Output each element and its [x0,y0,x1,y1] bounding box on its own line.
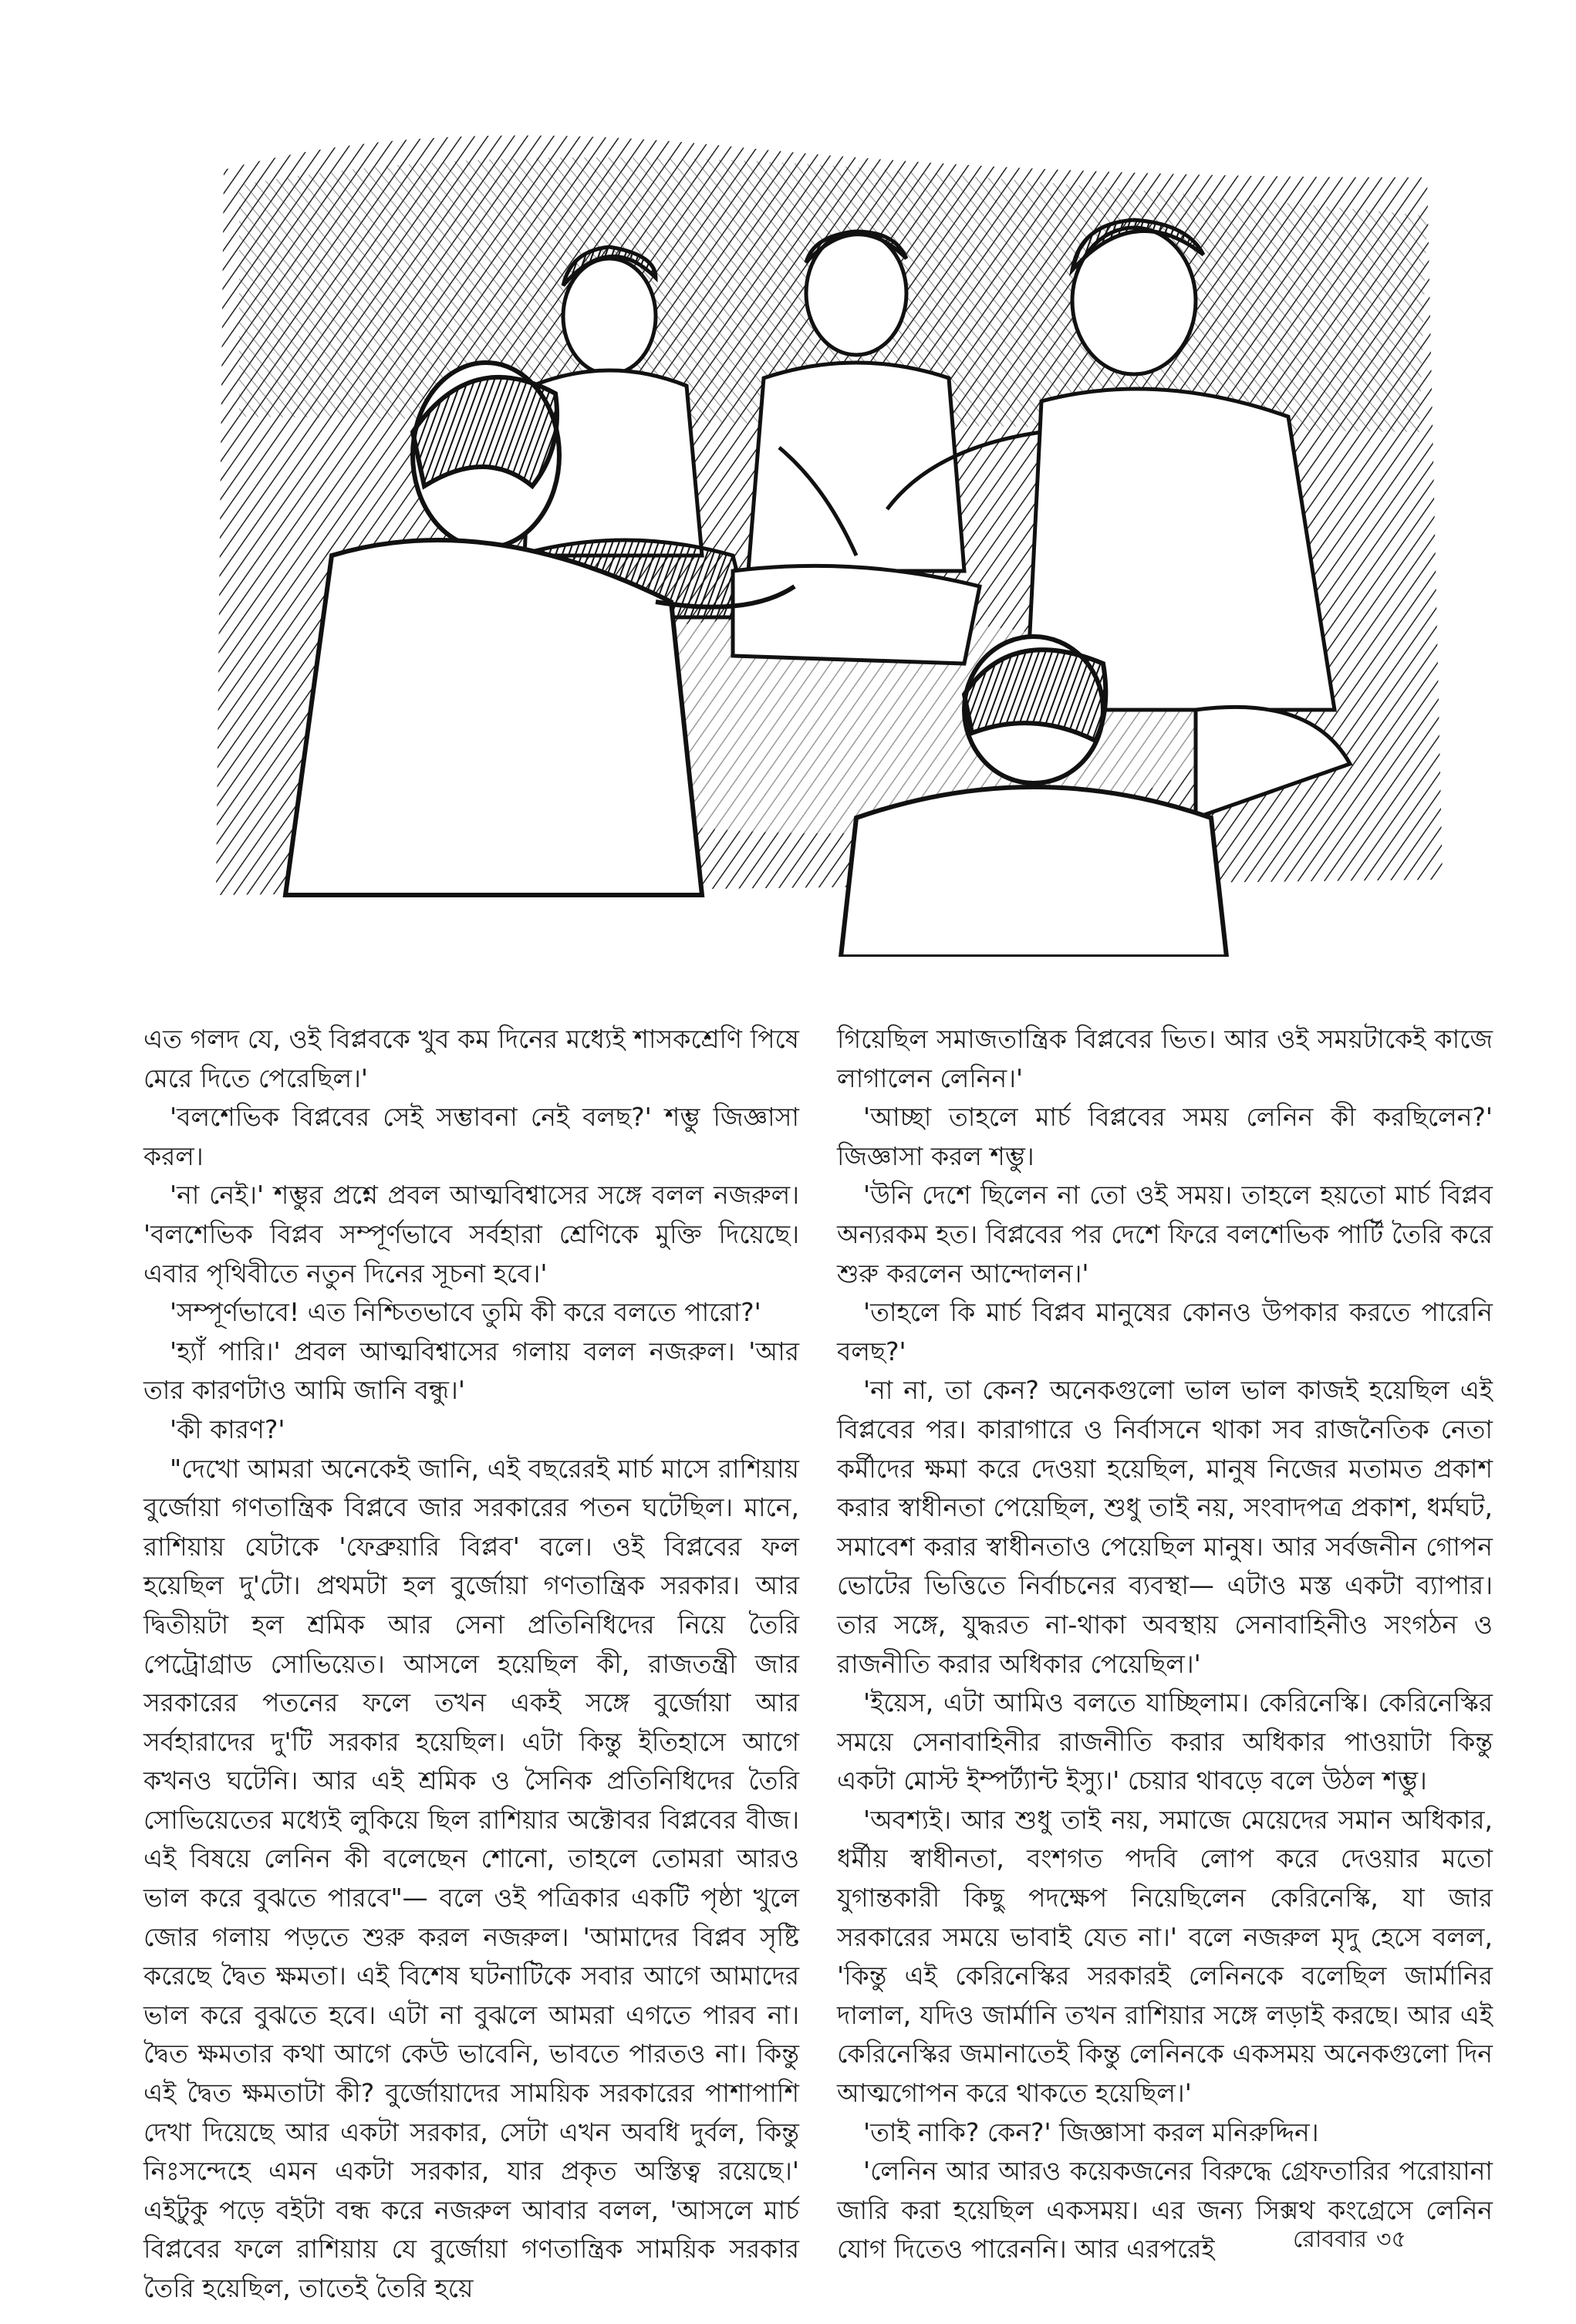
magazine-name: রোববার [1293,2226,1368,2253]
paragraph: 'উনি দেশে ছিলেন না তো ওই সময়। তাহলে হয়তো মার্চ বিপ্লব অন্যরকম হত। বিপ্লবের পর দেশে ফিরে বলশেভিক পার্টি তৈরি করে শুরু করলেন আন্দোলন।' [837,1180,1493,1289]
paragraph: "দেখো আমরা অনেকেই জানি, এই বছরেরই মার্চ মাসে রাশিয়ায় বুর্জোয়া গণতান্ত্রিক বিপ্লবে জার সরকারের পতন ঘটেছিল। মানে, রাশিয়ায় যেটাকে 'ফেব্রুয়ারি বিপ্লব' বলে। ওই বিপ্লবের ফল হয়েছিল দু'টো। প্রথমটা হল বুর্জোয়া গণতান্ত্রিক সরকার। আর দ্বিতীয়টা হল শ্রমিক আর সেনা প্রতিনিধিদের নিয়ে তৈরি পেট্রোগ্রাড সোভিয়েত। আসলে হয়েছিল কী, রাজতন্ত্রী জার সরকারের পতনের ফলে তখন একই সঙ্গে বুর্জোয়া আর সর্বহারাদের দু'টি সরকার হয়েছিল। এটা কিন্তু ইতিহাসে আগে কখনও ঘটেনি। আর এই শ্রমিক ও সৈনিক প্রতিনিধিদের তৈরি সোভিয়েতের মধ্যেই লুকিয়ে ছিল রাশিয়ার অক্টোবর বিপ্লবের বীজ। এই বিষয়ে লেনিন কী বলেছেন শোনো, তাহলে তোমরা আরও ভাল করে বুঝতে পারবে"— বলে ওই পত্রিকার একটি পৃষ্ঠা খুলে জোর গলায় পড়তে শুরু করল নজরুল। 'আমাদের বিপ্লব সৃষ্টি করেছে দ্বৈত ক্ষমতা। এই বিশেষ ঘটনাটিকে সবার আগে আমাদের ভাল করে বুঝতে হবে। এটা না বুঝলে আমরা এগতে পারব না। দ্বৈত ক্ষমতার কথা আগে কেউ ভাবেনি, ভাবতে পারতও না। কিন্তু এই দ্বৈত ক্ষমতাটা কী? বুর্জোয়াদের সাময়িক সরকারের পাশাপাশি দেখা দিয়েছে আর একটা সরকার, সেটা এখন অবধি দুর্বল, কিন্তু নিঃসন্দেহে এমন একটা সরকার, যার প্রকৃত অস্তিত্ব রয়েছে।' এইটুকু পড়ে বইটা বন্ধ করে নজরুল আবার বলল, 'আসলে মার্চ বিপ্লবের ফলে রাশিয়ায় যে বুর্জোয়া গণতান্ত্রিক সাময়িক সরকার তৈরি হয়েছিল, তাতেই তৈরি হয়ে [143,1453,799,2303]
page-number: ৩৫ [1376,2226,1406,2253]
paragraph: এত গলদ যে, ওই বিপ্লবকে খুব কম দিনের মধ্যেই শাসকশ্রেণি পিষে মেরে দিতে পেরেছিল।' [143,1024,799,1093]
paragraph: 'তাহলে কি মার্চ বিপ্লব মানুষের কোনও উপকার করতে পারেনি বলছ?' [837,1297,1493,1366]
right-column [837,1020,1493,2269]
page-footer [1284,2221,1406,2260]
sketch-icon [193,123,1489,957]
paragraph: 'তাই নাকি? কেন?' জিজ্ঞাসা করল মনিরুদ্দিন। [863,2116,1319,2147]
paragraph: 'কী কারণ?' [170,1414,285,1444]
paragraph: 'সম্পূর্ণভাবে! এত নিশ্চিতভাবে তুমি কী করে বলতে পারো?' [170,1297,761,1328]
paragraph: 'ইয়েস, এটা আমিও বলতে যাচ্ছিলাম। কেরিনেস্কি। কেরিনেস্কির সময়ে সেনাবাহিনীর রাজনীতি করার অধিকার পাওয়াটা কিন্তু একটা মোস্ট ইম্পর্ট্যান্ট ইস্যু।' চেয়ার থাবড়ে বলে উঠল শম্ভু। [837,1687,1493,1796]
paragraph: 'বলশেভিক বিপ্লবের সেই সম্ভাবনা নেই বলছ?' শম্ভু জিজ্ঞাসা করল। [143,1102,799,1171]
left-column [143,1020,799,2309]
paragraph: 'অবশ্যই। আর শুধু তাই নয়, সমাজে মেয়েদের সমান অধিকার, ধর্মীয় স্বাধীনতা, বংশগত পদবি লোপ করে দেওয়ার মতো যুগান্তকারী কিছু পদক্ষেপ নিয়েছিলেন কেরিনেস্কি, যা জার সরকারের সময়ে ভাবাই যেত না।' বলে নজরুল মৃদু হেসে বলল, 'কিন্তু এই কেরিনেস্কির সরকারই লেনিনকে বলেছিল জার্মানির দালাল, যদিও জার্মানি তখন রাশিয়ার সঙ্গে লড়াই করছে। আর এই কেরিনেস্কির জমানাতেই কিন্তু লেনিনকে একসময় অনেকগুলো দিন আত্মগোপন করে থাকতে হয়েছিল।' [837,1804,1493,2109]
paragraph: গিয়েছিল সমাজতান্ত্রিক বিপ্লবের ভিত। আর ওই সময়টাকেই কাজে লাগালেন লেনিন।' [837,1024,1493,1093]
discussion-illustration [193,123,1489,957]
paragraph: 'লেনিন আর আরও কয়েকজনের বিরুদ্ধে গ্রেফতারির পরোয়ানা জারি করা হয়েছিল একসময়। এর জন্য সিক্সথ কংগ্রেসে লেনিন যোগ দিতেও পারেননি। আর এরপরেই [837,2156,1493,2265]
paragraph: 'আচ্ছা তাহলে মার্চ বিপ্লবের সময় লেনিন কী করছিলেন?' জিজ্ঞাসা করল শম্ভু। [837,1102,1493,1171]
paragraph: 'না নেই।' শম্ভুর প্রশ্নে প্রবল আত্মবিশ্বাসের সঙ্গে বলল নজরুল। 'বলশেভিক বিপ্লব সম্পূর্ণভাবে সর্বহারা শ্রেণিকে মুক্তি দিয়েছে। এবার পৃথিবীতে নতুন দিনের সূচনা হবে।' [143,1180,799,1289]
paragraph: 'হ্যাঁ পারি।' প্রবল আত্মবিশ্বাসের গলায় বলল নজরুল। 'আর তার কারণটাও আমি জানি বন্ধু।' [143,1336,799,1406]
paragraph: 'না না, তা কেন? অনেকগুলো ভাল ভাল কাজই হয়েছিল এই বিপ্লবের পর। কারাগারে ও নির্বাসনে থাকা সব রাজনৈতিক নেতা কর্মীদের ক্ষমা করে দেওয়া হয়েছিল, মানুষ নিজের মতামত প্রকাশ করার স্বাধীনতা পেয়েছিল, শুধু তাই নয়, সংবাদপত্র প্রকাশ, ধর্মঘট, সমাবেশ করার স্বাধীনতাও পেয়েছিল মানুষ। আর সর্বজনীন গোপন ভোটের ভিত্তিতে নির্বাচনের ব্যবস্থা— এটাও মস্ত একটা ব্যাপার। তার সঙ্গে, যুদ্ধরত না-থাকা অবস্থায় সেনাবাহিনীও সংগঠন ও রাজনীতি করার অধিকার পেয়েছিল।' [837,1375,1493,1679]
